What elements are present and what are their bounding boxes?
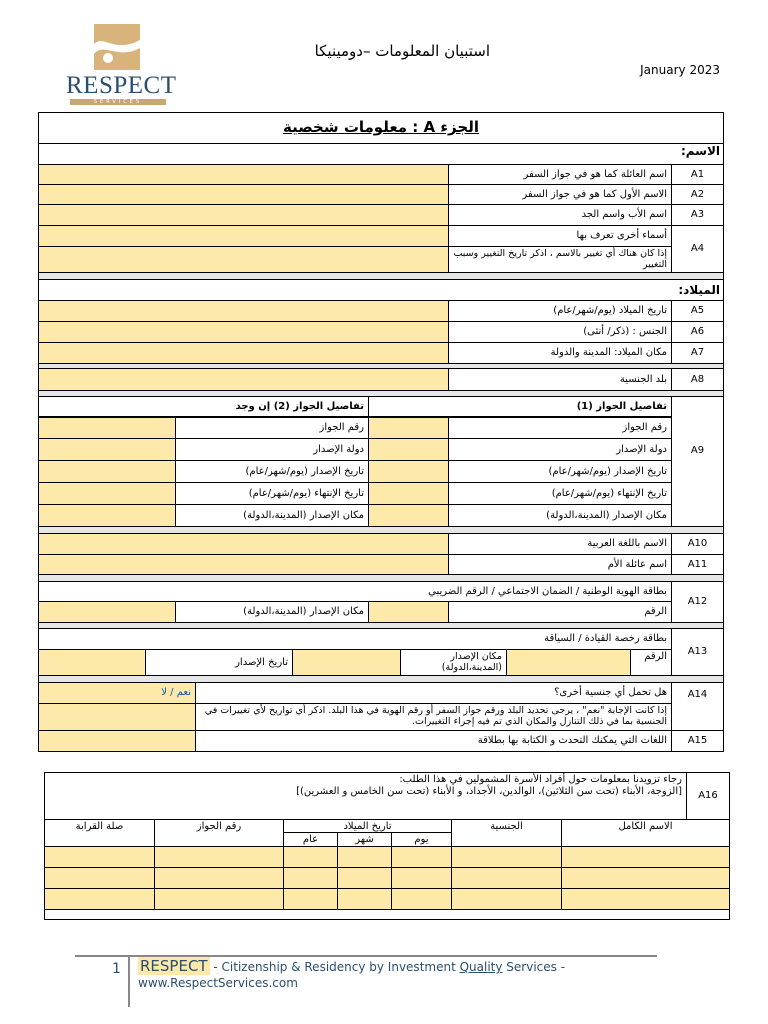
a9-passport1-header: تفاصيل الجواز (1) [368, 396, 672, 417]
a9-passport2-label-2: تاريخ الإصدار (يوم/شهر/عام) [175, 460, 369, 483]
a1-label: اسم العائلة كما هو في جواز السفر [448, 164, 672, 185]
a12-code: A12 [671, 581, 724, 623]
a9-passport1-label-1: دولة الإصدار [448, 438, 672, 461]
a6-label: الجنس : (ذكر/ أنثى) [448, 321, 672, 343]
a16-request-line: رجاء تزويدنا بمعلومات حول أفراد الأسرة المشمولين في هذا الطلب: [399, 774, 682, 785]
a6-code: A6 [671, 321, 724, 343]
a1-code: A1 [671, 164, 724, 185]
a16-year-input[interactable] [283, 867, 338, 889]
a9-passport2-label-3: تاريخ الإنتهاء (يوم/شهر/عام) [175, 482, 369, 505]
a11-input[interactable] [38, 554, 449, 575]
a13-number-input[interactable] [506, 649, 631, 676]
a16-col-relation: صلة القرابة [44, 819, 155, 847]
a16-nationality-input[interactable] [451, 846, 562, 868]
a16-col-nationality: الجنسية [451, 819, 562, 847]
a9-passport1-value-0[interactable] [368, 417, 449, 439]
footer-divider [128, 957, 130, 1007]
a7-label: مكان الميلاد: المدينة والدولة [448, 342, 672, 364]
a9-passport2-label-4: مكان الإصدار (المدينة،الدولة) [175, 504, 369, 527]
a5-label: تاريخ الميلاد (يوم/شهر/عام) [448, 300, 672, 322]
a4-other-names-input[interactable] [38, 225, 449, 247]
a9-passport1-label-0: رقم الجواز [448, 417, 672, 439]
a12-number-input[interactable] [368, 601, 449, 623]
a9-passport1-label-2: تاريخ الإصدار (يوم/شهر/عام) [448, 460, 672, 483]
a4-code: A4 [671, 225, 724, 273]
logo-subtext: SERVICES [70, 99, 166, 105]
a2-code: A2 [671, 184, 724, 205]
a8-input[interactable] [38, 368, 449, 391]
a13-place-label: مكان الإصدار (المدينة،الدولة) [400, 649, 507, 676]
a7-code: A7 [671, 342, 724, 364]
a13-code: A13 [671, 628, 724, 676]
document-title: استبيان المعلومات –دومينيكا [314, 42, 490, 60]
a16-month-input[interactable] [337, 888, 392, 910]
a5-input[interactable] [38, 300, 449, 322]
a12-number-label: الرقم [448, 601, 672, 623]
a15-code: A15 [671, 730, 724, 752]
a4-label-other-names: أسماء أخرى تعرف بها [448, 225, 672, 247]
a13-title: بطاقة رخصة القيادة / السياقة [38, 628, 672, 650]
a9-passport1-value-4[interactable] [368, 504, 449, 527]
a8-code: A8 [671, 368, 724, 391]
a16-full-name-input[interactable] [561, 846, 730, 868]
a9-passport2-value-4[interactable] [38, 504, 176, 527]
a16-request [44, 772, 687, 820]
a8-label: بلد الجنسية [448, 368, 672, 391]
a16-request-detail: [الزوجة، الأبناء (تحت سن الثلاثين)، الوالدين، الأجداد، و الأبناء (تحت سن الخامس و العشرين)] [296, 786, 682, 797]
birth-section-heading: الميلاد: [678, 283, 720, 297]
a9-passport2-header: تفاصيل الجواز (2) إن وجد [38, 396, 369, 417]
a14-code: A14 [671, 682, 724, 731]
a3-label: اسم الأب واسم الجد [448, 204, 672, 226]
a10-input[interactable] [38, 533, 449, 555]
a16-col-year: عام [283, 832, 338, 847]
a12-place-label: مكان الإصدار (المدينة،الدولة) [175, 601, 369, 623]
a12-title: بطاقة الهوية الوطنية / الضمان الاجتماعي / الرقم الضريبي [38, 581, 672, 602]
a12-place-input[interactable] [38, 601, 176, 623]
a4-label-name-change: إذا كان هناك أي تغيير بالاسم ، اذكر تاريخ التغيير وسبب التغيير [448, 246, 672, 273]
a16-nationality-input[interactable] [451, 888, 562, 910]
a9-passport2-label-0: رقم الجواز [175, 417, 369, 439]
footer-text [138, 958, 658, 991]
a16-col-dob: تاريخ الميلاد [283, 819, 452, 833]
document-date: January 2023 [640, 63, 720, 77]
a9-passport1-value-1[interactable] [368, 438, 449, 461]
a16-full-name-input[interactable] [561, 888, 730, 910]
a14-answer-input[interactable]: نعم / لا [38, 682, 196, 704]
name-section-heading: الاسم: [680, 144, 720, 158]
a16-nationality-input[interactable] [451, 867, 562, 889]
page-number: 1 [112, 961, 121, 977]
a13-place-input[interactable] [292, 649, 401, 676]
a9-passport2-value-1[interactable] [38, 438, 176, 461]
a16-col-day: يوم [391, 832, 452, 847]
footer-tagline-quality: Quality [459, 960, 503, 974]
a16-year-input[interactable] [283, 846, 338, 868]
a9-passport1-value-3[interactable] [368, 482, 449, 505]
a10-label: الاسم باللغة العربية [448, 533, 672, 555]
footer-website-link[interactable]: www.RespectServices.com [138, 976, 298, 990]
a16-relation-input[interactable] [44, 846, 155, 868]
a16-code: A16 [686, 772, 730, 820]
a9-passport2-value-0[interactable] [38, 417, 176, 439]
a3-input[interactable] [38, 204, 449, 226]
a16-full-name-input[interactable] [561, 867, 730, 889]
a16-passport-input[interactable] [154, 867, 284, 889]
a16-col-full-name: الاسم الكامل [561, 819, 730, 847]
a16-day-input[interactable] [391, 888, 452, 910]
a14-question: هل تحمل أي جنسية أخرى؟ [195, 682, 672, 704]
a16-blank-row [44, 909, 730, 920]
a16-passport-input[interactable] [154, 888, 284, 910]
a16-month-input[interactable] [337, 846, 392, 868]
a16-relation-input[interactable] [44, 888, 155, 910]
a9-passport2-label-1: دولة الإصدار [175, 438, 369, 461]
a15-label: اللغات التي يمكنك التحدث و الكتابة بها بطلاقة [195, 730, 672, 752]
footer-tagline: - Citizenship & Residency by Investment [209, 960, 460, 974]
a16-month-input[interactable] [337, 867, 392, 889]
a13-number-label: الرقم [630, 649, 672, 676]
a2-input[interactable] [38, 184, 449, 205]
separator-bar [38, 272, 724, 280]
a9-passport2-value-2[interactable] [38, 460, 176, 483]
a11-label: اسم عائلة الأم [448, 554, 672, 575]
company-logo [60, 22, 177, 108]
a16-day-input[interactable] [391, 846, 452, 868]
a10-code: A10 [671, 533, 724, 555]
a9-passport2-value-3[interactable] [38, 482, 176, 505]
a9-passport1-value-2[interactable] [368, 460, 449, 483]
part-a-title: الجزء A : معلومات شخصية [38, 112, 724, 144]
logo-mark-icon [94, 24, 140, 70]
a5-code: A5 [671, 300, 724, 322]
a11-code: A11 [671, 554, 724, 575]
a16-passport-input[interactable] [154, 846, 284, 868]
footer-brand: RESPECT [140, 957, 208, 975]
a13-date-label: تاريخ الإصدار [145, 649, 293, 676]
logo-text: RESPECT [66, 72, 177, 99]
a9-code: A9 [671, 396, 724, 527]
a16-relation-input[interactable] [44, 867, 155, 889]
a16-col-month: شهر [337, 832, 392, 847]
a14-details-input[interactable] [38, 703, 196, 731]
a16-col-passport: رقم الجواز [154, 819, 284, 847]
a6-input[interactable] [38, 321, 449, 343]
a13-date-input[interactable] [38, 649, 146, 676]
a1-input[interactable] [38, 164, 449, 185]
footer-tagline-end: Services - [502, 960, 566, 974]
a9-passport1-label-3: تاريخ الإنتهاء (يوم/شهر/عام) [448, 482, 672, 505]
a15-input[interactable] [38, 730, 196, 752]
a16-day-input[interactable] [391, 867, 452, 889]
a4-name-change-input[interactable] [38, 246, 449, 273]
a9-passport1-label-4: مكان الإصدار (المدينة،الدولة) [448, 504, 672, 527]
a14-note: إذا كانت الإجابة "نعم" ، يرجى تحديد البلد ورقم جواز السفر أو رقم الهوية في هذا البلد. اذكر أي تواريخ لأي تغييرات في الجنسية بما في ذلك التنازل والمكان الذي تم فيه إجراء التغييرات. [195, 703, 672, 731]
a2-label: الاسم الأول كما هو في جواز السفر [448, 184, 672, 205]
a16-year-input[interactable] [283, 888, 338, 910]
a7-input[interactable] [38, 342, 449, 364]
a3-code: A3 [671, 204, 724, 226]
